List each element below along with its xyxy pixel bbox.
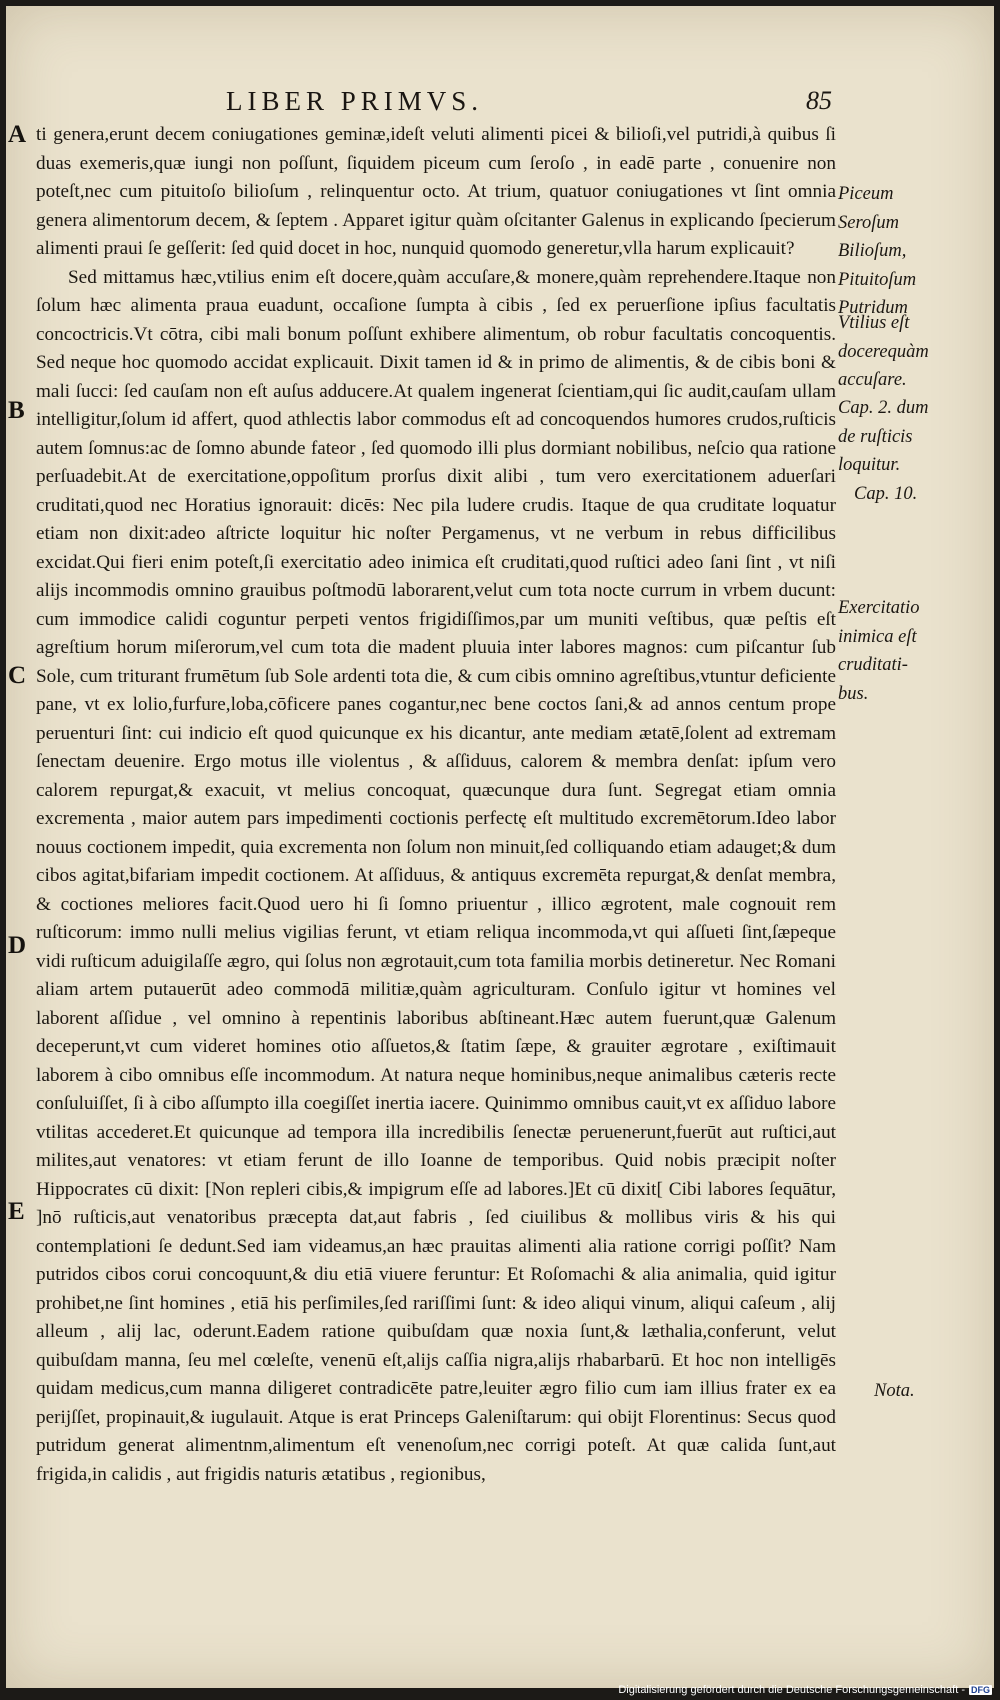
credit-text: Digitalisierung gefördert durch die Deutsche Forschungsgemeinschaft - bbox=[618, 1684, 965, 1696]
sidenote-utilius bbox=[838, 309, 929, 395]
sidenote-cap-2 bbox=[838, 394, 928, 480]
paragraph-1: ti genera,erunt decem coniugationes geminæ,ideſt veluti alimenti picei & bilioſi,vel putridi,à quibus ſi duas exemeris,quæ iungi non poſſunt, ſiquidem piceum cum ſeroſo , in eadē parte , conuenire non poteſt,nec cum pituitoſo bilioſum , relinquentur octo. At trium, quatuor coniugationes vt ſint omnia genera alimentorum decem, & ſeptem . Apparet igitur quàm oſcitanter Galenus in explicando ſpecierum alimenti praui ſe geſſerit: ſed quid docet in hoc, nunquid quomodo generetur,vlla harum explicauit? bbox=[36, 124, 836, 259]
book-page bbox=[6, 6, 994, 1688]
sidenote-exercitatio bbox=[838, 594, 920, 708]
margin-letter-d: D bbox=[8, 932, 27, 959]
sidenote-line: bus. bbox=[838, 683, 869, 704]
page-number: 85 bbox=[806, 86, 832, 115]
sidenote-line: inimica eſt bbox=[838, 626, 917, 647]
species-piceum: Piceum bbox=[838, 184, 894, 204]
species-pituitosum: Pituitoſum bbox=[838, 269, 917, 290]
paragraph-2: Sed mittamus hæc,vtilius enim eſt docere,quàm accuſare,& monere,quàm reprehendere.Itaque non ſolum hæc alimenta praua euadunt, occaſione ſumpta à cibis , ſed ex peruerſione ipſius facultatis concoctricis.Vt cōtra, cibi mali bonum poſſunt exhibere alimentum, ob robur facultatis concoquentis. Sed neque hoc quomodo accidat explicauit. Dixit tamen id & in primo de alimentis, & de cibis boni & mali ſucci: ſed cauſam non eſt auſus adducere.At qualem ingenerat ſcientiam,qui ſic audit,cauſam ullam intelligitur,ſolum id affert, quod athlectis labor commodus eſt ad concoquendos humores crudos,ruſticis autem ſomnus:ac de ſomno abunde fateor , ſed quomodo illi plus dormiant nobilibus, neſcio qua ratione perſuadebit.At de exercitatione,oppoſitum prorſus dixit alibi , tum vero exercitationem aduerſari cruditati,quod nec Horatius ignorauit: dicēs: Nec pila ludere crudis. Itaque de qua cruditate loquatur etiam non dixit:adeo aſtricte loquitur hic noſter Pergamenus, vt ne verbum in rebus difficilibus excidat.Qui fieri enim poteſt,ſi exercitatio adeo inimica eſt cruditati,quod ruſtici adeo ſani ſint , vt niſi alijs incommodis omnino grauibus poſtmodū laborarent,velut cum tota nocte currum in vrbem ducunt: cum immodice calidi coguntur perpeti ventos frigidiſſimos,par um muniti veſtibus, quæ peſtis eſt agreſtium horum miſerorum,vel cum tota die madent pluuia inter labores magnos: cum piſcantur ſub Sole, cum triturant frumētum ſub Sole ardenti tota die, & cum cibis omnino agreſtibus,vtuntur deficiente pane, vt ex lolio,furfure,loba,cōficere panes cogantur,nec bene coctos ſani,& ad annos centum prope peruenturi ſint: cui indicio eſt quod quicunque ex his dicantur, ante mediam ætatē,ſolent ad extremam ſenectam deuenire. Ergo motus ille violentus , & aſſiduus, calorem & membra denſat: ipſum vero calorem repurgat,& exacuit, vt melius concoquat, quæcunque dura ſunt. Segregat etiam omnia excrementa , maior autem pars impedimenti coctionis perfectę eſt multitudo excremētorum.Ideo labor nouus coctionem impedit, quia excrementa non ſolum non minuit,ſed colliquando etiam adauget;& dum cibos agitat,bifariam impedit coctionem. At aſſiduus, & antiquus excremēta repurgat,& denſat membra, & coctiones meliores facit.Quod uero hi ſi ſomno priuentur , illico ægrotent, male cognouit rem ruſticorum: immo nulli melius vigilias ferunt, vt etiam reliqua incommoda,vt qui aſſueti ſint,ſæpeque vidi ruſticum aduigilaſſe ægro, qui ſolus non ægrotauit,cum tota familia morbis detineretur. Nec Romani aliam artem putauerūt adeo commodā militiæ,quàm agriculturam. Conſulo igitur vt homines vel laborent aſſidue , vel omnino à repentinis laboribus abſtineant.Hæc autem fuerunt,quæ Galenum deceperunt,vt cum videret homines otio aſſuetos,& ſtatim ſæpe, & grauiter ægrotare , exiſtimauit laborem à cibo omnibus eſſe incommodum. At natura neque hominibus,neque animalibus cæteris recte conſuluiſſet, ſi à cibo aſſumpto illa coegiſſet inertia iacere. Quinimmo omnibus cauit,vt ex aſſiduo labore vtilitas accederet.Et quicunque ad tempora illa incredibilis ſenectæ peruenerunt,fuerūt aut ruſtici,aut milites,aut venatores: vt etiam ferunt de illo Ioanne de temporibus. Quid nobis præcipit noſter Hippocrates cū dixit: [Non repleri cibis,& impigrum eſſe ad labores.]Et cū dixit[ Cibi labores ſequātur, ]nō ruſticis,aut venatoribus præcepta dat,aut fabris , ſed ciuilibus & mollibus viris & his qui contemplationi ſe dedunt.Sed iam videamus,an hæc prauitas alimenti alia ratione corrigi poſſit? Nam putridos cibos corui concoquunt,& diu etiā viuere feruntur: Et Roſomachi & alia animalia, quid igitur prohibet,ne ſint homines , etiā his perſimiles,ſed rariſſimi ſunt: & ideo aliqui vinum, aliqui caſeum , alij alleum , alij lac, oderunt.Eadem ratione quibuſdam quæ noxia ſunt,& læthalia,conferunt, velut quibuſdam manna, ſeu mel cœleſte, venenū eſt,alijs caſſia nigra,alijs rhabarbarū. Et hoc non intelligēs quidam medicus,cum manna diligeret contradicēte patre,leuiter ægro filio cum iam illius frater ex ea perijſſet, propinauit,& iugulauit. Atque is erat Princeps Galeniſtarum: qui obijt Florentinus: Secus quod putridum generat alimentnm,alimentum eſt venenoſum,nec corrigi poteſt. At quæ calida ſunt,aut frigida,in calidis , aut frigidis naturis ætatibus , regionibus, bbox=[36, 266, 836, 1485]
digitization-credit bbox=[618, 1684, 992, 1696]
sidenote-line: docerequàm bbox=[838, 341, 929, 362]
margin-letter-c: C bbox=[8, 662, 27, 689]
sidenote-line: Cap. 2. dum bbox=[838, 398, 929, 418]
sidenote-cap-10 bbox=[854, 480, 917, 509]
sidenote-line: Cap. 10. bbox=[854, 484, 918, 504]
species-putridum: Putridum bbox=[838, 298, 908, 318]
margin-letter-a: A bbox=[8, 121, 27, 148]
sidenote-line: accuſare. bbox=[838, 370, 907, 390]
sidenote-nota bbox=[874, 1377, 915, 1406]
sidenote-line: Exercitatio bbox=[838, 598, 920, 618]
dfg-logo: DFG bbox=[971, 1685, 990, 1695]
sidenote-line: cruditati- bbox=[838, 655, 908, 675]
species-biliosum: Bilioſum, bbox=[838, 241, 907, 261]
margin-letter-b: B bbox=[8, 397, 25, 424]
margin-letter-e: E bbox=[8, 1198, 25, 1225]
running-title: LIBER PRIMVS. bbox=[226, 86, 484, 116]
sidenote-line: loquitur. bbox=[838, 455, 901, 475]
sidenote-line: de ruſticis bbox=[838, 426, 913, 447]
sidenote-line: Vtilius eſt bbox=[838, 313, 910, 333]
sidenote-line: Nota. bbox=[874, 1381, 915, 1401]
sidenote-species bbox=[838, 180, 916, 323]
species-serosum: Seroſum bbox=[838, 212, 899, 233]
main-text bbox=[36, 121, 836, 1489]
